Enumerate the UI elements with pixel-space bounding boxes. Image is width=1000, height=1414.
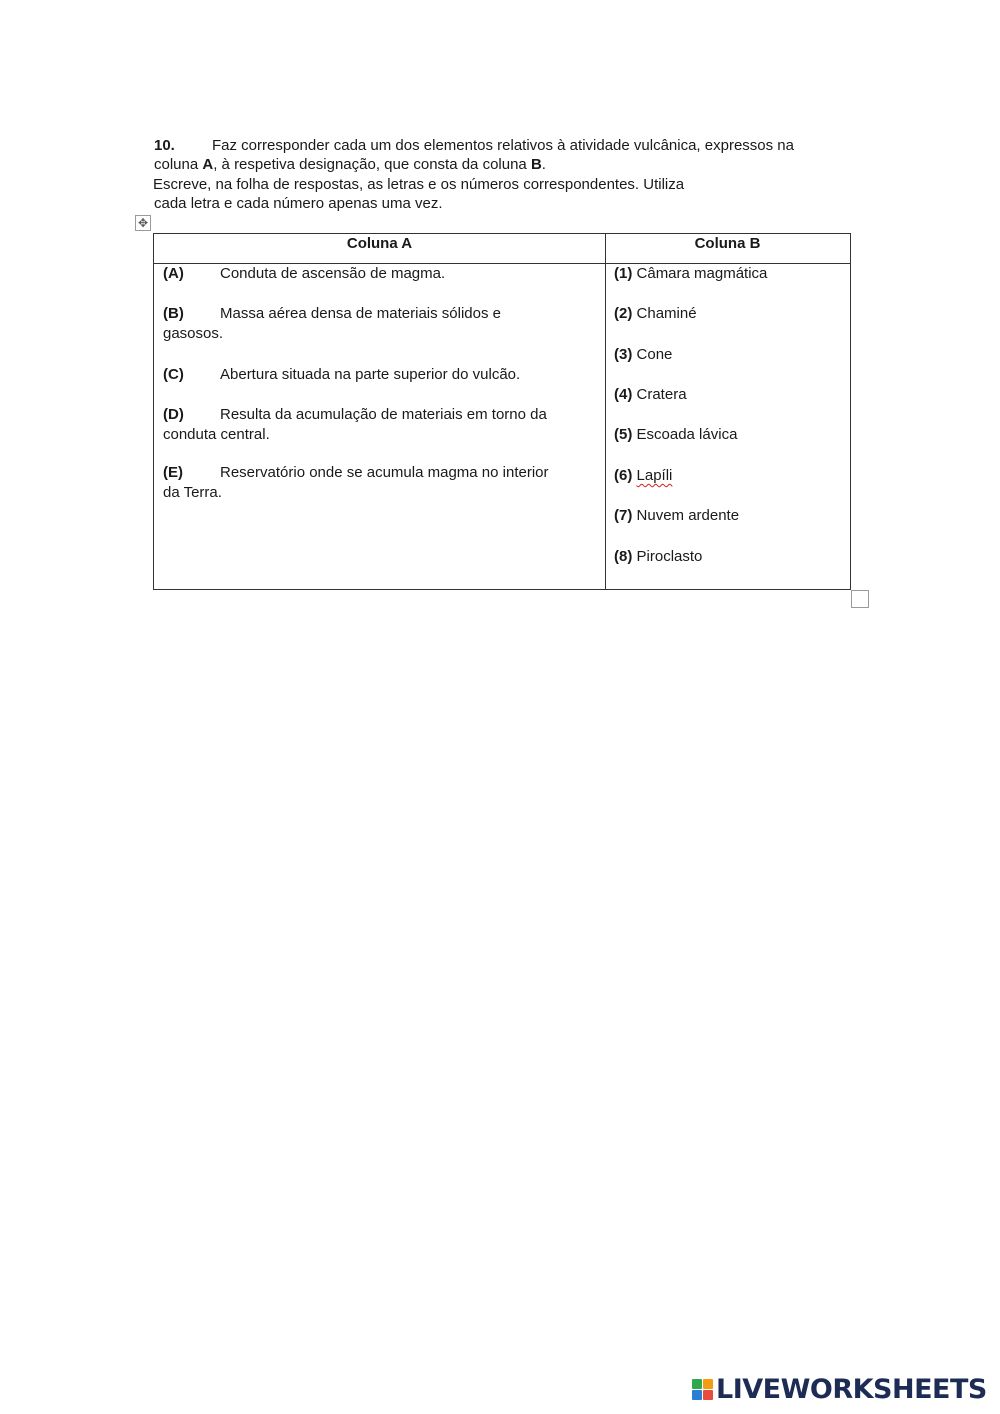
item-label: (8) (614, 548, 633, 565)
item-text: Resulta da acumulação de materiais em torno da (220, 406, 547, 423)
column-a-item (163, 463, 595, 503)
move-arrows-icon[interactable]: ✥ (135, 215, 151, 231)
column-b-header: Coluna B (694, 235, 761, 252)
item-text-cont: gasosos. (163, 325, 224, 342)
item-text: Conduta de ascensão de magma. (220, 265, 446, 282)
item-label: (4) (614, 386, 633, 403)
item-text-misspelled: Lapíli (636, 467, 673, 484)
item-label: (B) (163, 305, 184, 322)
brand-square-icon (692, 1390, 702, 1400)
item-text: Escoada lávica (636, 426, 738, 443)
column-a-header: Coluna A (346, 235, 413, 252)
table-resize-icon[interactable] (851, 590, 869, 608)
column-b-item (614, 547, 844, 567)
question-line-2 (154, 155, 546, 174)
column-a-ref: A (202, 156, 214, 173)
item-label: (7) (614, 507, 633, 524)
brand-square-icon (703, 1379, 713, 1389)
item-label: (3) (614, 346, 633, 363)
question-text-2b: , à respetiva designação, que consta da coluna (213, 156, 531, 173)
column-b-item (614, 506, 844, 526)
item-text: Reservatório onde se acumula magma no interior (220, 464, 549, 481)
item-text: Chaminé (636, 305, 697, 322)
brand-grid-icon (692, 1379, 713, 1400)
column-a-item (163, 405, 595, 445)
question-text-2c: . (541, 156, 546, 173)
item-label: (A) (163, 265, 184, 282)
item-text: Abertura situada na parte superior do vulcão. (220, 366, 521, 383)
column-divider (605, 234, 606, 589)
question-number: 10. (154, 137, 175, 154)
brand-name: LIVEWORKSHEETS (716, 1373, 987, 1405)
column-b-item (614, 385, 844, 405)
item-label: (D) (163, 406, 184, 423)
item-label: (1) (614, 265, 633, 282)
brand-square-icon (703, 1390, 713, 1400)
question-line-1 (154, 136, 794, 155)
column-b-item (614, 264, 844, 284)
column-b-item (614, 466, 844, 486)
item-label: (E) (163, 464, 183, 481)
question-line-4: cada letra e cada número apenas uma vez. (154, 195, 443, 212)
question-line-3: Escreve, na folha de respostas, as letras e os números correspondentes. Utiliza (153, 176, 685, 193)
item-text: Nuvem ardente (636, 507, 740, 524)
column-b-item (614, 345, 844, 365)
column-a-item (163, 365, 595, 385)
brand-square-icon (692, 1379, 702, 1389)
item-label: (5) (614, 426, 633, 443)
item-label: (2) (614, 305, 633, 322)
item-text: Massa aérea densa de materiais sólidos e (220, 305, 501, 322)
item-label: (C) (163, 366, 184, 383)
item-text-cont: conduta central. (163, 426, 270, 443)
column-a-item (163, 304, 595, 344)
brand-logo (692, 1374, 987, 1404)
column-a-item (163, 264, 595, 284)
item-text-cont: da Terra. (163, 484, 222, 501)
question-text-2a: coluna (154, 156, 203, 173)
column-b-item (614, 304, 844, 324)
item-text: Câmara magmática (636, 265, 768, 282)
item-text: Cratera (636, 386, 687, 403)
question-text-1: Faz corresponder cada um dos elementos relativos à atividade vulcânica, expressos na (212, 137, 794, 154)
item-label: (6) (614, 467, 633, 484)
column-b-ref: B (530, 156, 542, 173)
matching-table (153, 233, 851, 590)
item-text: Cone (636, 346, 673, 363)
column-b-item (614, 425, 844, 445)
item-text: Piroclasto (636, 548, 703, 565)
